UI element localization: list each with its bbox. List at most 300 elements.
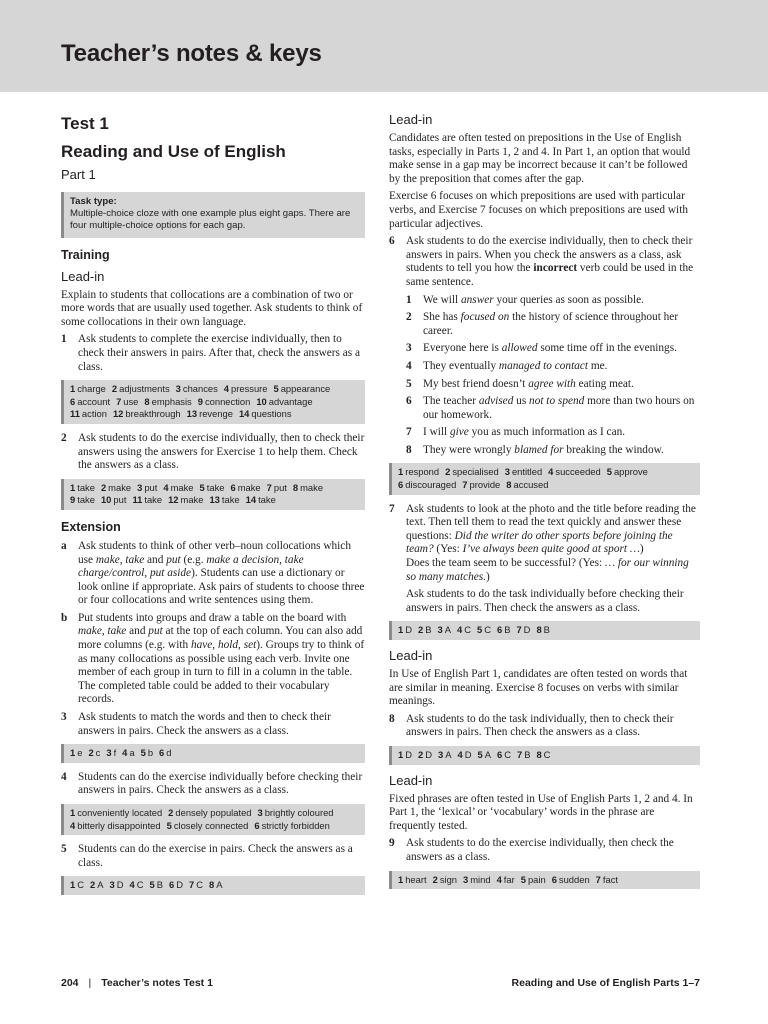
answer-item [109,879,123,892]
answer-item [254,820,329,833]
answer-text: fact [602,873,619,885]
answer-key-row [398,466,694,479]
answer-number: 2 [100,481,107,493]
answer-text: C [136,879,144,891]
test-heading: Test 1 [61,114,109,133]
answer-text: bitterly disappointed [77,819,161,831]
answer-item [267,482,287,495]
answer-text: charge [77,383,106,395]
answer-number: 5 [140,747,146,759]
answer-number: 2 [432,873,438,885]
list-item-text: They were wrongly blamed for breaking the window. [423,443,664,456]
exercise-5 [61,843,365,870]
list-item-text: Everyone here is allowed some time off in the evenings. [423,342,677,355]
answer-item [437,624,450,637]
answer-key-row [70,820,359,833]
answer-text: connection [204,395,251,407]
answer-number: 11 [132,494,143,506]
extension-heading: Extension [61,519,121,534]
answer-number: 13 [186,408,198,420]
extension-letter: b [61,611,68,624]
answer-text: appearance [280,383,331,395]
answer-number: 6 [230,481,236,493]
list-item-number: 4 [406,359,412,372]
answer-text: take [144,494,163,506]
exercise-text: Ask students to do the exercise individually, then check the answers as a class. [406,837,674,863]
answer-item [200,482,225,495]
answer-text: C [196,879,203,891]
answer-key-row [70,747,359,760]
leadin-heading: Lead-in [389,648,433,663]
answer-text: densely populated [175,807,252,818]
answer-item [209,494,239,507]
answer-item [189,879,203,892]
exercise-text: Ask students to do the task individually before checking their answers in pairs. Then check the answers as a class. [406,588,684,614]
answer-item [132,494,162,507]
section-heading: Reading and Use of English [61,142,286,161]
answer-text: d [166,747,172,759]
answer-text: take [221,494,240,506]
answer-text: provide [469,479,501,491]
answer-text: C [484,624,491,636]
list-item [406,311,700,338]
answer-key-6 [389,463,700,494]
answer-number: 5 [166,819,172,831]
answer-key-3 [61,744,365,763]
answer-key-row [70,408,359,421]
answer-item [418,624,431,637]
answer-item [70,879,84,892]
exercise-number: 7 [389,502,395,515]
list-item [406,426,700,440]
answer-item [159,747,171,760]
answer-item [552,874,590,887]
answer-item [70,383,106,396]
answer-number: 8 [292,481,299,493]
answer-text: make [170,481,194,493]
exercise-number: 1 [61,333,67,346]
answer-key-row [398,874,694,887]
answer-item [129,879,143,892]
answer-text: sign [439,873,458,885]
answer-text: far [503,873,515,885]
answer-number: 3 [504,466,510,478]
answer-text: specialised [452,466,499,478]
answer-key-4 [61,804,365,835]
answer-text: advantage [268,395,313,407]
answer-item [506,479,548,492]
exercise-3 [61,711,365,738]
footer-right-label: Reading and Use of English Parts 1–7 [511,977,700,989]
answer-number: 3 [137,481,143,493]
answer-item [536,749,550,762]
answer-item [70,807,162,820]
answer-item [536,624,549,637]
list-item-number: 2 [406,311,412,324]
answer-text: A [444,624,451,636]
answer-number: 12 [168,494,179,506]
answer-item [516,624,530,637]
answer-item [101,482,131,495]
answer-number: 9 [70,494,76,506]
answer-text: questions [251,408,292,420]
answer-text: heart [405,873,427,885]
answer-text: B [524,748,531,760]
exercise-2 [61,432,365,473]
answer-number: 7 [595,873,601,885]
answer-text: sudden [558,873,590,885]
answer-number: 10 [256,395,267,407]
answer-item [548,466,601,479]
answer-number: 4 [457,748,463,760]
answer-item [457,624,471,637]
exercise-number: 3 [61,711,67,724]
answer-item [116,396,138,409]
answer-key-row [398,479,694,492]
answer-item [209,879,222,892]
answer-number: 1 [398,873,404,885]
exercise-8 [389,713,700,740]
answer-number: 7 [116,395,122,407]
answer-item [293,482,323,495]
answer-number: 5 [520,873,526,885]
answer-number: 3 [463,873,469,885]
answer-item [168,807,251,820]
page-title: Teacher’s notes & keys [61,40,322,67]
training-heading: Training [61,247,110,262]
answer-item [90,879,103,892]
exercise-number: 2 [61,431,67,444]
answer-item [106,747,116,760]
exercise-text: Ask students to complete the exercise individually, then to check their answers in pairs. After that, check the answers as a class. [78,333,360,373]
answer-text: make [237,481,261,493]
answer-item [141,747,153,760]
answer-number: 6 [254,819,260,831]
answer-text: conveniently located [77,807,163,818]
answer-text: breakthrough [125,408,181,420]
extension-b [61,612,365,707]
answer-text: A [445,748,452,760]
answer-item [70,494,95,507]
answer-number: 7 [462,479,468,491]
answer-text: D [405,624,412,636]
list-item-number: 1 [406,293,412,306]
task-type-box [61,192,365,238]
answer-text: take [77,481,95,493]
answer-number: 14 [245,494,257,506]
answer-item [433,874,457,887]
answer-number: 3 [438,748,444,760]
answer-item [398,874,427,887]
answer-item [113,408,181,421]
extension-letter: a [61,539,67,552]
answer-number: 5 [476,624,483,636]
answer-item [596,874,618,887]
answer-number: 8 [536,748,542,760]
answer-text: action [81,408,107,420]
answer-text: A [484,748,491,760]
list-item-number: 7 [406,426,412,439]
exercise-text: Students can do the exercise individually before checking their answers in pairs. Check the answers as a class. [78,770,363,797]
answer-text: D [116,879,124,891]
answer-item [168,494,203,507]
exercise-number: 5 [61,843,67,856]
answer-text: closely connected [173,819,249,831]
answer-key-8 [389,746,700,765]
answer-text: respond [405,466,440,478]
answer-number: 5 [477,748,483,760]
answer-key-row [70,494,359,507]
answer-text: pain [527,873,546,885]
answer-item [70,820,161,833]
answer-number: 8 [144,395,150,407]
answer-item [70,396,110,409]
answer-number: 2 [88,747,94,759]
answer-number: 3 [257,807,263,818]
answer-item [497,749,511,762]
answer-number: 1 [70,481,76,493]
footer-left [61,977,213,989]
list-item-number: 3 [406,342,412,355]
list-item [406,378,700,392]
answer-number: 5 [149,879,155,891]
answer-key-row [398,624,694,637]
answer-number: 1 [398,748,404,760]
answer-item [477,749,490,762]
answer-number: 2 [445,466,451,478]
answer-number: 2 [90,879,96,891]
answer-item [70,408,107,421]
part-heading: Part 1 [61,167,96,182]
answer-text: make [180,494,204,506]
answer-text: c [95,747,101,759]
answer-number: 6 [70,395,76,407]
answer-number: 7 [516,748,523,760]
leadin-text: Candidates are often tested on prepositions in the Use of English tasks, especially in Parts 1, 2 and 4. In Part 1, an option that would make sense in a gap may be incorrect because it can’t be followed by the preposition that comes after the gap. [389,132,691,185]
answer-number: 3 [106,747,112,759]
answer-text: f [113,747,117,759]
answer-text: D [425,748,432,760]
answer-item [101,494,126,507]
answer-number: 8 [536,624,542,636]
answer-item [497,874,515,887]
answer-text: B [543,624,550,636]
answer-number: 5 [273,383,279,395]
answer-key-5 [61,876,365,895]
answer-key-1 [61,380,365,424]
answer-number: 10 [100,494,112,506]
answer-text: brightly coloured [264,807,334,818]
exercise-number: 8 [389,712,395,725]
answer-text: make [300,481,324,493]
answer-number: 1 [398,624,404,636]
answer-item [274,383,331,396]
answer-text: approve [613,466,648,478]
answer-item [521,874,546,887]
extension-text: Ask students to think of other verb–noun collocations which use make, take and put (e.g. make a decision, take charge/control, put aside). Students can use a dictionary or look online if appropriate. Ask pairs of students to choose three or four collocations and write sentences using them. [78,539,365,607]
answer-key-row [70,482,359,495]
list-item [406,294,700,308]
answer-number: 6 [496,748,503,760]
answer-text: D [464,748,472,760]
exercise-7 [389,503,700,585]
answer-text: take [258,494,276,506]
answer-item [137,482,157,495]
leadin-text: In Use of English Part 1, candidates are often tested on words that are similar in meaning. Exercise 8 focuses on verbs with similar meanings. [389,668,688,708]
exercise-text: Ask students to match the words and then to check their answers in pairs. Check the answers as a class. [78,711,331,737]
answer-item [607,466,648,479]
answer-item [258,807,334,820]
answer-item [462,479,500,492]
answer-number: 4 [122,747,128,759]
answer-number: 7 [516,624,522,636]
answer-item [112,383,170,396]
answer-number: 6 [168,879,175,891]
answer-item [398,479,456,492]
answer-text: strictly forbidden [261,819,330,831]
list-item-text: We will answer your queries as soon as possible. [423,293,644,306]
answer-number: 2 [111,383,118,395]
list-item-text: She has focused on the history of science throughout her career. [423,311,679,337]
answer-item [497,624,510,637]
list-item-number: 6 [406,395,412,408]
answer-number: 4 [496,873,502,885]
answer-key-row [398,749,694,762]
answer-item [198,396,251,409]
answer-item [246,494,276,507]
exercise-text: Ask students to do the exercise individually, then to check their answers using the answers for Exercise 1 to help them. Check the answers as a class. [78,431,365,472]
exercise-6 [389,235,700,289]
answer-text: b [147,747,154,759]
answer-number: 3 [175,383,181,395]
answer-item [224,383,268,396]
answer-number: 1 [398,466,404,478]
answer-text: B [504,624,511,636]
answer-key-9 [389,871,700,890]
answer-text: mind [470,873,491,885]
exercise-number: 4 [61,770,67,783]
leadin-heading: Lead-in [389,112,433,127]
answer-number: 4 [223,383,230,395]
answer-item [167,820,249,833]
list-item-text: The teacher advised us not to spend more than two hours on our homework. [423,395,695,421]
answer-key-row [70,396,359,409]
answer-item [187,408,233,421]
answer-number: 1 [70,879,76,891]
task-type-label: Task type: [70,195,117,207]
answer-item [438,749,451,762]
answer-text: put [113,494,127,506]
answer-key-7 [389,621,700,640]
answer-text: C [543,748,551,760]
answer-text: B [425,624,432,636]
answer-text: D [523,624,531,636]
answer-text: make [108,481,132,493]
answer-item [398,624,412,637]
answer-item [163,482,193,495]
answer-item [169,879,183,892]
exercise-number: 9 [389,837,395,850]
answer-item [70,747,82,760]
answer-item [176,383,218,396]
answer-text: accused [513,479,549,491]
answer-text: account [77,395,111,407]
answer-text: C [77,879,84,891]
answer-text: pressure [231,383,268,395]
task-type-text: Multiple-choice cloze with one example plus eight gaps. There are four multiple-choice options for each gap. [70,207,351,231]
answer-key-2 [61,479,365,510]
leadin-heading: Lead-in [389,772,433,788]
answer-number: 13 [209,494,220,506]
footer-left-label: Teacher’s notes Test 1 [101,977,213,989]
answer-text: use [123,395,139,407]
answer-item [418,749,432,762]
header-band [0,0,768,92]
page-number: 204 [61,977,79,989]
left-column [61,112,365,903]
answer-item [88,747,100,760]
exercise-text: Ask students to do the task individually, then to check their answers in pairs. Then check the answers as a class. [406,712,674,739]
answer-number: 1 [70,747,76,759]
answer-number: 3 [437,624,443,636]
exercise-4 [61,771,365,798]
footer-separator: | [88,977,92,989]
answer-item [144,396,191,409]
answer-key-row [70,383,359,396]
answer-number: 4 [548,466,554,478]
answer-key-row [70,807,359,820]
answer-number: 5 [606,466,612,478]
answer-number: 8 [208,879,215,891]
answer-item [230,482,260,495]
list-item-text: They eventually managed to contact me. [423,359,608,372]
answer-text: A [216,879,223,891]
exercise-number: 6 [389,235,395,248]
exercise-6-sentences [389,294,700,458]
answer-item [445,466,499,479]
answer-item [505,466,542,479]
answer-text: C [504,748,511,760]
list-item [406,395,700,422]
answer-number: 6 [496,624,503,636]
answer-text: entitled [511,466,543,478]
leadin-text: Fixed phrases are often tested in Use of English Parts 1, 2 and 4. In Part 1, the ‘lexical’ or ‘vocabulary’ words in the phrase are frequently tested. [389,792,693,832]
answer-item [398,749,412,762]
answer-text: put [273,481,287,493]
answer-number: 6 [398,479,404,491]
answer-number: 1 [70,807,76,818]
exercise-text: Ask students to do the exercise individually, then to check their answers in pairs. When you check the answers as a class, ask students to tell you how the incorrect verb could be used in the same sentence. [406,235,694,288]
answer-number: 11 [70,408,80,420]
answer-text: discouraged [405,479,457,491]
list-item-number: 5 [406,377,412,390]
answer-item [517,749,530,762]
exercise-1 [61,333,365,374]
list-item-text: My best friend doesn’t agree with eating meat. [423,377,634,390]
answer-number: 4 [70,819,76,831]
answer-text: chances [182,383,218,395]
answer-item [239,408,292,421]
answer-item [70,482,95,495]
answer-number: 12 [112,408,124,420]
answer-number: 4 [129,879,135,891]
answer-text: D [176,879,183,891]
leadin-heading: Lead-in [61,268,105,284]
answer-number: 7 [266,481,272,493]
answer-item [457,749,471,762]
answer-item [256,396,312,409]
list-item [406,360,700,374]
